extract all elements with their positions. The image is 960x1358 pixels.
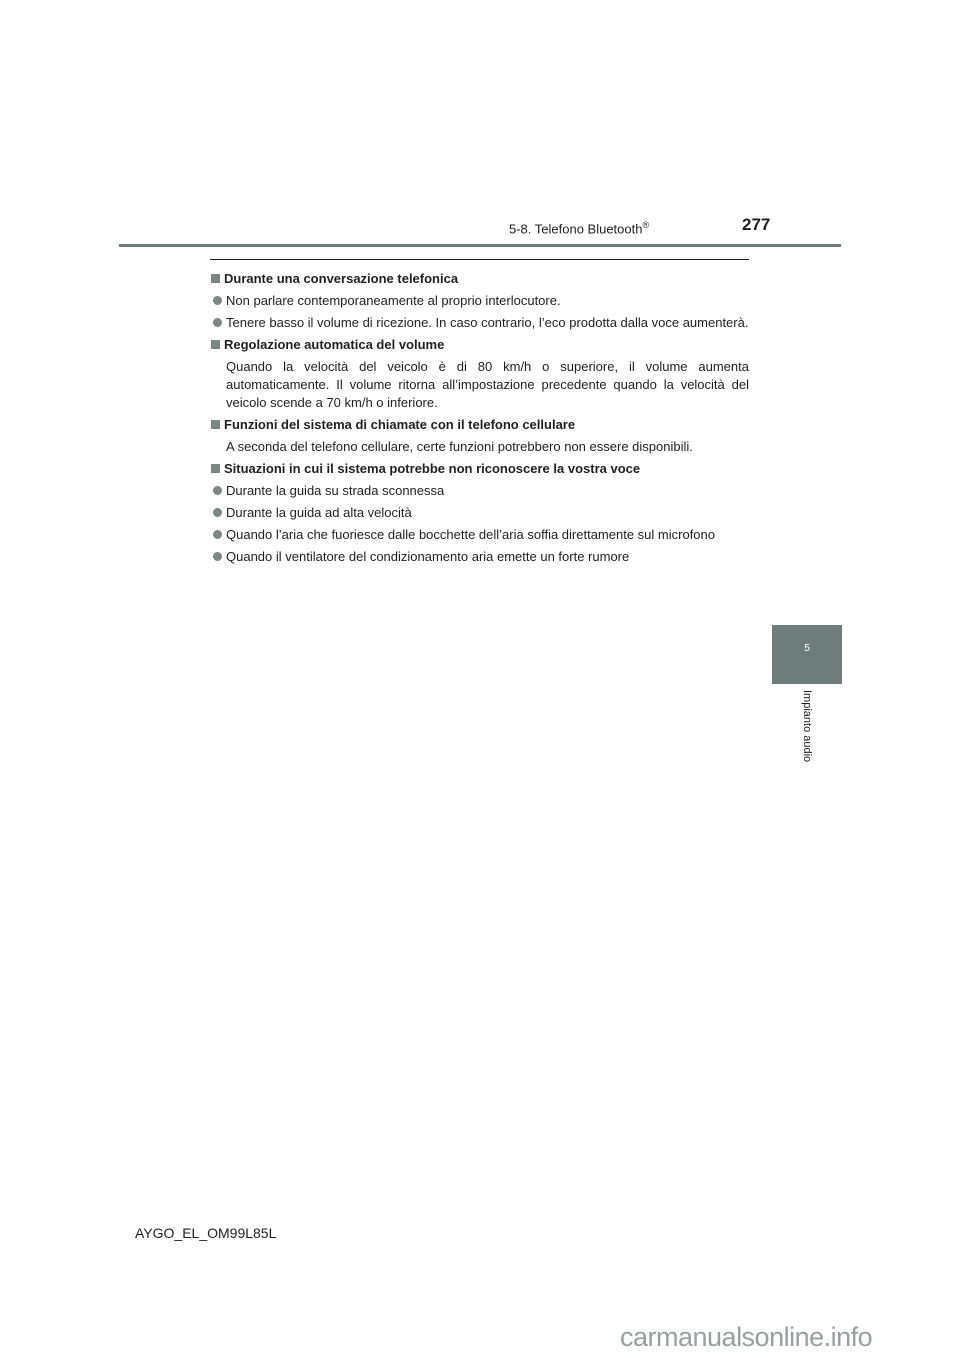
list-item-text: Quando il ventilatore del condizionamento aria emette un forte rumore [226,549,630,564]
section-conversation [211,270,749,332]
header-divider [119,244,841,247]
square-bullet-icon [211,274,220,283]
section-call-functions [211,416,749,456]
section-paragraph: Quando la velocità del veicolo è di 80 km/h o superiore, il volume aumenta automaticamente. Il volume ritorna all’impostazione precedente quando la velocità del veicolo scende a 70 km/h o inferiore. [226,359,749,410]
list-item [211,504,749,522]
square-bullet-icon [211,420,220,429]
section-voice-recognition [211,460,749,566]
round-bullet-icon [213,318,222,327]
list-item-text: Non parlare contemporaneamente al proprio interlocutore. [226,293,561,308]
list-item [211,292,749,310]
list-item-text: Durante la guida su strada sconnessa [226,483,445,498]
section-heading [211,460,749,478]
section-name: 5-8. Telefono Bluetooth [509,221,643,237]
list-item-text: Quando l’aria che fuoriesce dalle bocchette dell’aria soffia direttamente sul microfono [226,527,715,542]
square-bullet-icon [211,464,220,473]
chapter-label: Impianto audio [801,690,813,763]
chapter-number: 5 [804,643,810,654]
section-title: Funzioni del sistema di chiamate con il telefono cellulare [224,417,576,432]
list-item [211,526,749,544]
chapter-tab [772,625,842,684]
section-heading [211,270,749,288]
list-item-text: Durante la guida ad alta velocità [226,505,412,520]
round-bullet-icon [213,530,222,539]
list-item [211,482,749,500]
section-heading [211,416,749,434]
page-content [211,266,749,566]
list-item-text: Tenere basso il volume di ricezione. In caso contrario, l’eco prodotta dalla voce aumenterà. [226,315,749,330]
list-item [211,548,749,566]
watermark: carmanualsonline.info [620,1322,873,1352]
section-title: Regolazione automatica del volume [224,337,445,352]
round-bullet-icon [213,296,222,305]
round-bullet-icon [213,486,222,495]
round-bullet-icon [213,508,222,517]
page-number: 277 [742,215,771,234]
section-title: Durante una conversazione telefonica [224,271,459,286]
section-title: Situazioni in cui il sistema potrebbe non riconoscere la vostra voce [224,461,641,476]
registered-mark: ® [642,220,650,230]
header-section-title [509,220,649,236]
list-item [211,314,749,332]
section-paragraph: A seconda del telefono cellulare, certe funzioni potrebbero non essere disponibili. [226,439,693,454]
round-bullet-icon [213,552,222,561]
square-bullet-icon [211,340,220,349]
document-code: AYGO_EL_OM99L85L [135,1225,277,1241]
section-auto-volume [211,336,749,412]
section-heading [211,336,749,354]
content-divider [210,259,749,260]
